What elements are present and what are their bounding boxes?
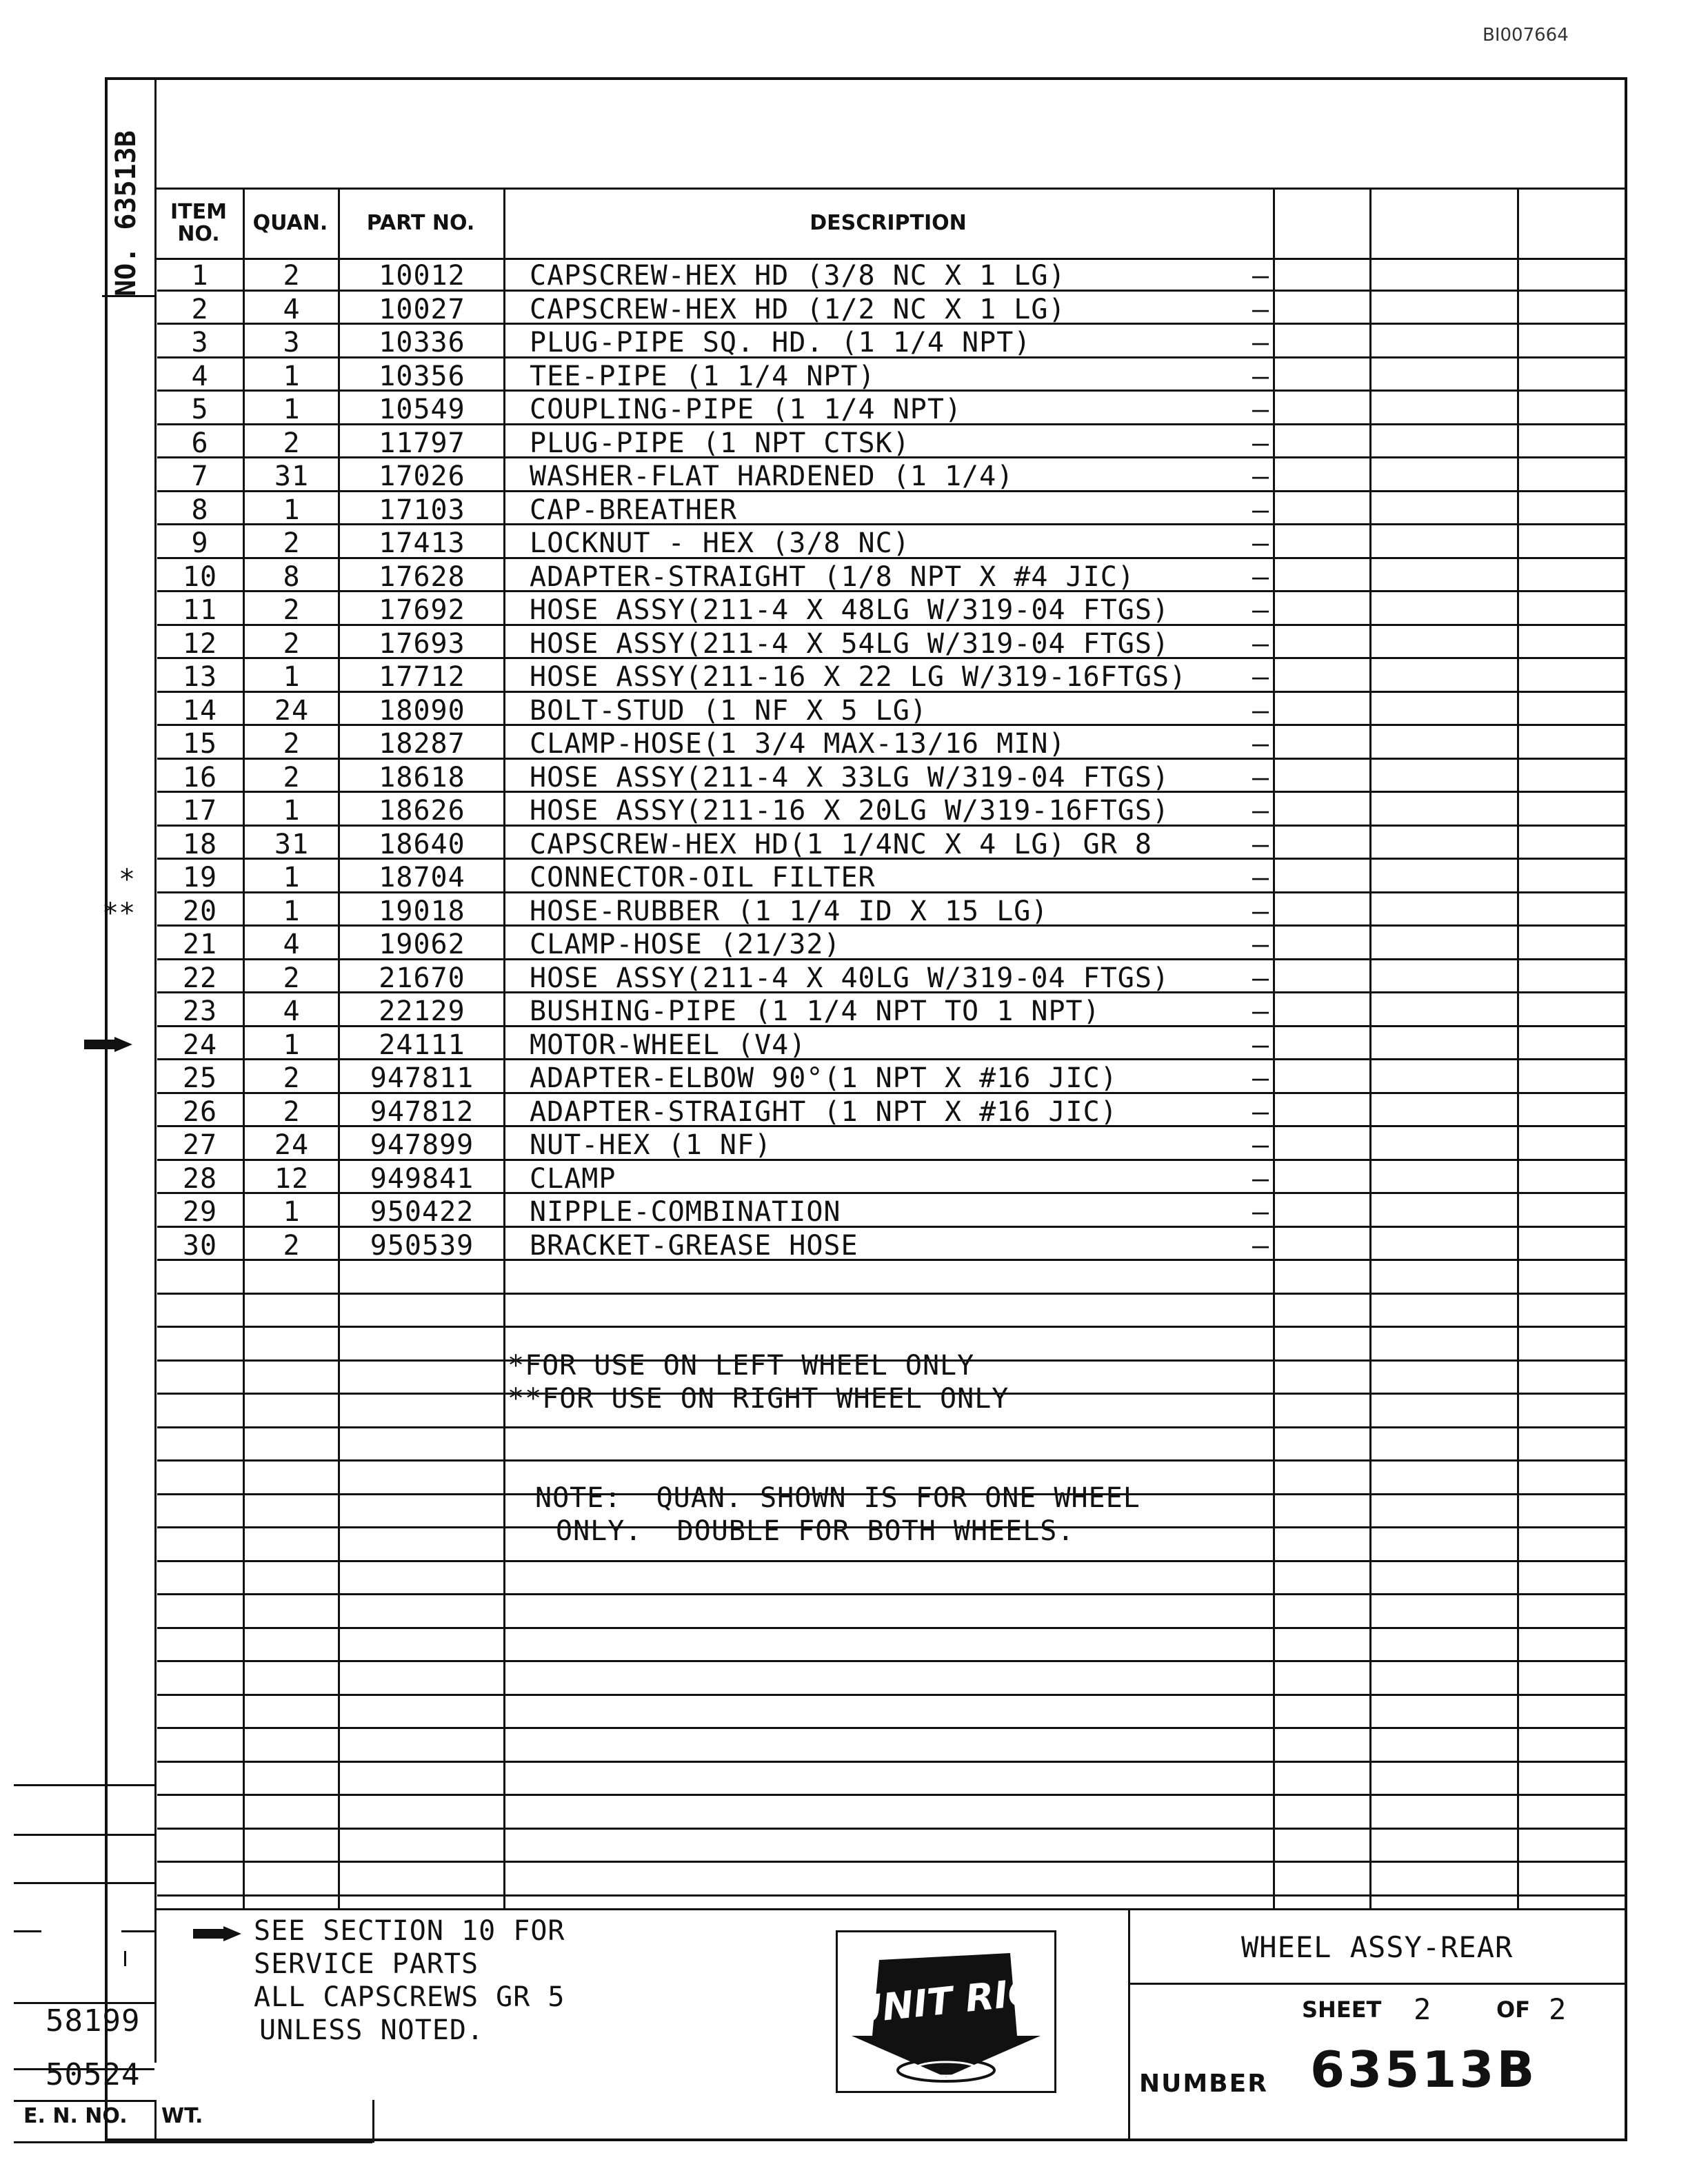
quantity-cell: 8 (283, 560, 301, 593)
item-no-cell: 29 (182, 1196, 218, 1228)
table-row (157, 358, 1625, 392)
dash-mark: – (1252, 1095, 1270, 1128)
item-no-cell: 25 (182, 1062, 218, 1094)
empty-row (157, 1595, 1625, 1629)
quantity-cell: 1 (283, 862, 301, 893)
table-row (157, 525, 1625, 559)
document-id: BI007664 (1483, 25, 1569, 46)
header-description: DESCRIPTION (810, 211, 967, 235)
dash-mark: – (1252, 1196, 1270, 1228)
dash-mark: – (1252, 661, 1270, 693)
empty-row (157, 1763, 1625, 1797)
quantity-cell: 3 (283, 327, 301, 358)
part-no-cell: 17103 (379, 494, 465, 526)
dash-mark: – (1252, 360, 1270, 392)
table-row (157, 1060, 1625, 1094)
table-row (157, 860, 1625, 893)
dash-mark: – (1252, 594, 1270, 626)
part-no-cell: 17692 (379, 594, 465, 626)
drawing-title: WHEEL ASSY-REAR (1241, 1930, 1514, 1964)
table-row (157, 1194, 1625, 1228)
part-no-cell: 18287 (379, 728, 465, 760)
quantity-cell: 2 (283, 728, 301, 760)
quantity-cell: 2 (283, 427, 301, 459)
quantity-cell: 1 (283, 1196, 301, 1228)
en-number-1: 58199 (46, 2003, 141, 2039)
dash-mark: – (1252, 1129, 1270, 1161)
quantity-cell: 2 (283, 761, 301, 793)
part-no-cell: 11797 (379, 427, 465, 459)
item-no-cell: 10 (182, 560, 218, 593)
description-cell: CLAMP-HOSE(1 3/4 MAX-13/16 MIN) (530, 728, 1066, 760)
description-cell: CLAMP-HOSE (21/32) (530, 929, 841, 960)
dash-mark: – (1252, 461, 1270, 492)
of-label: OF (1496, 1996, 1531, 2023)
part-no-cell: 18704 (379, 862, 465, 893)
table-row (157, 793, 1625, 827)
empty-row (157, 1863, 1625, 1897)
part-no-cell: 17712 (379, 661, 465, 693)
part-no-cell: 18090 (379, 694, 465, 727)
quantity-note-line1: NOTE: QUAN. SHOWN IS FOR ONE WHEEL (535, 1482, 1141, 1514)
item-no-cell: 2 (191, 293, 209, 325)
table-row (157, 1161, 1625, 1195)
item-no-cell: 1 (191, 260, 209, 292)
drawing-number: 63513B (1310, 2041, 1538, 2099)
item-no-cell: 27 (182, 1129, 218, 1161)
table-row (157, 292, 1625, 325)
table-row (157, 1228, 1625, 1262)
item-no-cell: 13 (182, 661, 218, 693)
table-row (157, 1127, 1625, 1161)
footnote-right-wheel: **FOR USE ON RIGHT WHEEL ONLY (508, 1383, 1009, 1415)
empty-row (157, 1261, 1625, 1295)
table-row (157, 492, 1625, 526)
table-row (157, 960, 1625, 994)
item-no-cell: 20 (182, 895, 218, 927)
description-cell: CAPSCREW-HEX HD (3/8 NC X 1 LG) (530, 260, 1066, 292)
item-no-cell: 12 (182, 627, 218, 660)
description-cell: NUT-HEX (1 NF) (530, 1129, 772, 1161)
empty-row (157, 1295, 1625, 1328)
row-marker: ** (102, 897, 136, 929)
dash-mark: – (1252, 427, 1270, 459)
dash-mark: – (1252, 627, 1270, 660)
dash-mark: – (1252, 1062, 1270, 1094)
header-part-no: PART NO. (366, 211, 475, 235)
part-no-cell: 10549 (379, 394, 465, 425)
description-cell: COUPLING-PIPE (1 1/4 NPT) (530, 394, 963, 425)
see-section-line2: SERVICE PARTS (254, 1948, 479, 1980)
quantity-cell: 1 (283, 394, 301, 425)
item-no-cell: 18 (182, 828, 218, 860)
table-row (157, 760, 1625, 793)
dash-mark: – (1252, 293, 1270, 325)
description-cell: BRACKET-GREASE HOSE (530, 1229, 858, 1262)
row-marker: * (119, 864, 136, 896)
sheet-label: SHEET (1302, 1996, 1382, 2023)
part-no-cell: 18640 (379, 828, 465, 860)
part-no-cell: 10012 (379, 260, 465, 292)
quantity-cell: 31 (274, 461, 310, 492)
item-no-cell: 6 (191, 427, 209, 459)
quantity-cell: 1 (283, 795, 301, 827)
description-cell: HOSE ASSY(211-4 X 33LG W/319-04 FTGS) (530, 761, 1170, 793)
quantity-cell: 1 (283, 661, 301, 693)
item-no-cell: 16 (182, 761, 218, 793)
item-no-cell: 30 (182, 1229, 218, 1262)
item-no-cell: 15 (182, 728, 218, 760)
empty-row (157, 1662, 1625, 1696)
description-cell: ADAPTER-STRAIGHT (1 NPT X #16 JIC) (530, 1095, 1118, 1128)
table-row (157, 726, 1625, 760)
quantity-cell: 2 (283, 260, 301, 292)
description-cell: BUSHING-PIPE (1 1/4 NPT TO 1 NPT) (530, 995, 1101, 1027)
description-cell: CAPSCREW-HEX HD(1 1/4NC X 4 LG) GR 8 (530, 828, 1152, 860)
item-no-cell: 14 (182, 694, 218, 727)
empty-row (157, 1729, 1625, 1763)
sheet-total: 2 (1549, 1992, 1567, 2026)
item-no-cell: 3 (191, 327, 209, 358)
dash-mark: – (1252, 394, 1270, 425)
dash-mark: – (1252, 895, 1270, 927)
table-row (157, 559, 1625, 593)
description-cell: CAP-BREATHER (530, 494, 737, 526)
arrow-icon (193, 1926, 241, 1941)
table-row (157, 893, 1625, 927)
description-cell: PLUG-PIPE (1 NPT CTSK) (530, 427, 910, 459)
dash-mark: – (1252, 527, 1270, 559)
table-row (157, 659, 1625, 693)
side-drawing-number: NO. 63513B (110, 130, 142, 296)
capscrews-note-line2: UNLESS NOTED. (259, 2014, 485, 2046)
dash-mark: – (1252, 995, 1270, 1027)
dash-mark: – (1252, 828, 1270, 860)
item-no-cell: 21 (182, 929, 218, 960)
dash-mark: – (1252, 694, 1270, 727)
empty-row (157, 1629, 1625, 1663)
item-no-cell: 5 (191, 394, 209, 425)
part-no-cell: 10336 (379, 327, 465, 358)
description-cell: HOSE ASSY(211-16 X 22 LG W/319-16FTGS) (530, 661, 1187, 693)
table-row (157, 592, 1625, 626)
quantity-cell: 2 (283, 1229, 301, 1262)
number-label: NUMBER (1139, 2070, 1268, 2098)
description-cell: NIPPLE-COMBINATION (530, 1196, 841, 1228)
wt-label: WT. (161, 2104, 203, 2128)
item-no-cell: 24 (182, 1029, 218, 1061)
description-cell: LOCKNUT - HEX (3/8 NC) (530, 527, 910, 559)
quantity-cell: 2 (283, 594, 301, 626)
see-section-line1: SEE SECTION 10 FOR (254, 1915, 565, 1947)
dash-mark: – (1252, 761, 1270, 793)
part-no-cell: 18626 (379, 795, 465, 827)
capscrews-note-line1: ALL CAPSCREWS GR 5 (254, 1981, 565, 2013)
row-arrow-icon (84, 1037, 132, 1052)
dash-mark: – (1252, 962, 1270, 994)
description-cell: ADAPTER-ELBOW 90°(1 NPT X #16 JIC) (530, 1062, 1118, 1094)
dash-mark: – (1252, 862, 1270, 893)
header-item-no: ITEM NO. (170, 200, 227, 246)
table-row (157, 993, 1625, 1027)
part-no-cell: 17693 (379, 627, 465, 660)
item-no-cell: 28 (182, 1162, 218, 1195)
dash-mark: – (1252, 1229, 1270, 1262)
part-no-cell: 947812 (370, 1095, 474, 1128)
description-cell: HOSE-RUBBER (1 1/4 ID X 15 LG) (530, 895, 1049, 927)
item-no-cell: 22 (182, 962, 218, 994)
quantity-cell: 2 (283, 527, 301, 559)
description-cell: HOSE ASSY(211-16 X 20LG W/319-16FTGS) (530, 795, 1170, 827)
table-row (157, 1094, 1625, 1128)
quantity-cell: 1 (283, 895, 301, 927)
dash-mark: – (1252, 560, 1270, 593)
quantity-cell: 4 (283, 995, 301, 1027)
part-no-cell: 19062 (379, 929, 465, 960)
empty-row (157, 1796, 1625, 1830)
empty-row (157, 1830, 1625, 1863)
table-row (157, 827, 1625, 860)
part-no-cell: 24111 (379, 1029, 465, 1061)
quantity-cell: 12 (274, 1162, 310, 1195)
quantity-cell: 2 (283, 962, 301, 994)
part-no-cell: 947811 (370, 1062, 474, 1094)
item-no-cell: 7 (191, 461, 209, 492)
description-cell: CAPSCREW-HEX HD (1/2 NC X 1 LG) (530, 293, 1066, 325)
quantity-cell: 2 (283, 1062, 301, 1094)
table-row (157, 626, 1625, 660)
dash-mark: – (1252, 494, 1270, 526)
item-no-cell: 8 (191, 494, 209, 526)
item-no-cell: 26 (182, 1095, 218, 1128)
quantity-cell: 2 (283, 1095, 301, 1128)
description-cell: BOLT-STUD (1 NF X 5 LG) (530, 694, 927, 727)
part-no-cell: 949841 (370, 1162, 474, 1195)
dash-mark: – (1252, 795, 1270, 827)
quantity-cell: 1 (283, 494, 301, 526)
en-no-label: E. N. NO. (23, 2104, 128, 2128)
quantity-cell: 2 (283, 627, 301, 660)
description-cell: ADAPTER-STRAIGHT (1/8 NPT X #4 JIC) (530, 560, 1135, 593)
part-no-cell: 17628 (379, 560, 465, 593)
part-no-cell: 950539 (370, 1229, 474, 1262)
quantity-cell: 4 (283, 293, 301, 325)
part-no-cell: 10356 (379, 360, 465, 392)
quantity-cell: 1 (283, 1029, 301, 1061)
quantity-cell: 24 (274, 694, 310, 727)
dash-mark: – (1252, 260, 1270, 292)
empty-row (157, 1696, 1625, 1730)
dash-mark: – (1252, 728, 1270, 760)
empty-row (157, 1428, 1625, 1462)
dash-mark: – (1252, 1162, 1270, 1195)
description-cell: HOSE ASSY(211-4 X 48LG W/319-04 FTGS) (530, 594, 1170, 626)
table-row (157, 258, 1625, 292)
description-cell: CONNECTOR-OIL FILTER (530, 862, 876, 893)
header-quan: QUAN. (252, 211, 328, 235)
item-no-cell: 23 (182, 995, 218, 1027)
sheet-number: 2 (1414, 1992, 1432, 2026)
dash-mark: – (1252, 327, 1270, 358)
part-no-cell: 17026 (379, 461, 465, 492)
dash-mark: – (1252, 1029, 1270, 1061)
part-no-cell: 21670 (379, 962, 465, 994)
item-no-cell: 9 (191, 527, 209, 559)
part-no-cell: 947899 (370, 1129, 474, 1161)
empty-row (157, 1562, 1625, 1596)
table-row (157, 1027, 1625, 1061)
description-cell: CLAMP (530, 1162, 616, 1195)
table-row (157, 458, 1625, 492)
item-no-cell: 11 (182, 594, 218, 626)
item-no-cell: 17 (182, 795, 218, 827)
quantity-note-line2: ONLY. DOUBLE FOR BOTH WHEELS. (556, 1515, 1075, 1547)
table-row (157, 425, 1625, 459)
part-no-cell: 950422 (370, 1196, 474, 1228)
footnote-left-wheel: *FOR USE ON LEFT WHEEL ONLY (508, 1350, 975, 1382)
part-no-cell: 17413 (379, 527, 465, 559)
quantity-cell: 4 (283, 929, 301, 960)
part-no-cell: 18618 (379, 761, 465, 793)
quantity-cell: 31 (274, 828, 310, 860)
description-cell: WASHER-FLAT HARDENED (1 1/4) (530, 461, 1014, 492)
item-no-cell: 4 (191, 360, 209, 392)
part-no-cell: 10027 (379, 293, 465, 325)
en-number-2: 50524 (46, 2057, 141, 2092)
table-row (157, 325, 1625, 358)
description-cell: HOSE ASSY(211-4 X 40LG W/319-04 FTGS) (530, 962, 1170, 994)
description-cell: MOTOR-WHEEL (V4) (530, 1029, 807, 1061)
dash-mark: – (1252, 929, 1270, 960)
part-no-cell: 19018 (379, 895, 465, 927)
description-cell: HOSE ASSY(211-4 X 54LG W/319-04 FTGS) (530, 627, 1170, 660)
item-no-cell: 19 (182, 862, 218, 893)
description-cell: TEE-PIPE (1 1/4 NPT) (530, 360, 876, 392)
table-row (157, 693, 1625, 727)
table-row (157, 927, 1625, 960)
unit-rig-logo (836, 1930, 1056, 2093)
quantity-cell: 1 (283, 360, 301, 392)
description-cell: PLUG-PIPE SQ. HD. (1 1/4 NPT) (530, 327, 1032, 358)
part-no-cell: 22129 (379, 995, 465, 1027)
logo-text: UNIT RIG (850, 1970, 1041, 2033)
table-row (157, 392, 1625, 425)
quantity-cell: 24 (274, 1129, 310, 1161)
